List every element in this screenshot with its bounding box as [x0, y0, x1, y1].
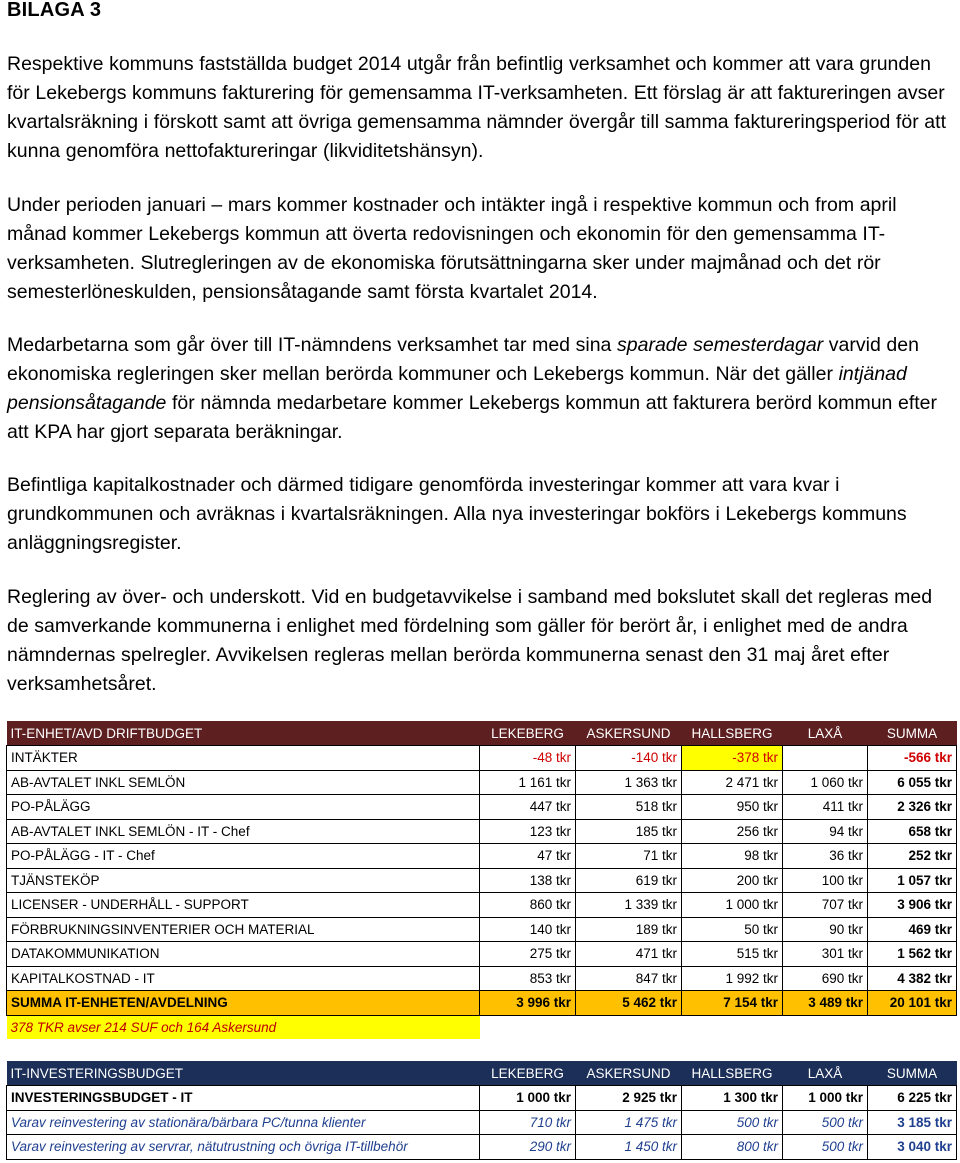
- cell-summa: 252 tkr: [868, 844, 957, 869]
- drift-header-hallsberg: HALLSBERG: [682, 721, 783, 746]
- table-row: [7, 893, 957, 918]
- cell-lekeberg: 853 tkr: [480, 966, 576, 991]
- cell-summa: 2 326 tkr: [868, 795, 957, 820]
- cell-summa: 3 185 tkr: [868, 1110, 957, 1135]
- table-row: [7, 1110, 957, 1135]
- row-label: INTÄKTER: [7, 746, 480, 771]
- cell-summa: 1 562 tkr: [868, 942, 957, 967]
- paragraph-employees-part2: varvid den ekonomiska regleringen sker mellan berörda kommuner och Lekebergs kommun. När det gäller: [7, 334, 919, 385]
- cell-askersund: 185 tkr: [576, 819, 682, 844]
- cell-laxa: 500 tkr: [783, 1110, 868, 1135]
- cell-askersund: 471 tkr: [576, 942, 682, 967]
- sum-label: SUMMA IT-ENHETEN/AVDELNING: [7, 991, 480, 1016]
- cell-askersund: 1 475 tkr: [576, 1110, 682, 1135]
- cell-askersund: 2 925 tkr: [576, 1086, 682, 1111]
- cell-laxa: 411 tkr: [783, 795, 868, 820]
- cell-summa: 6 225 tkr: [868, 1086, 957, 1111]
- cell-askersund: 619 tkr: [576, 868, 682, 893]
- cell-laxa: 1 000 tkr: [783, 1086, 868, 1111]
- cell-lekeberg: 710 tkr: [480, 1110, 576, 1135]
- drift-header-laxa: LAXÅ: [783, 721, 868, 746]
- sum-lekeberg: 3 996 tkr: [480, 991, 576, 1016]
- table-row: [7, 819, 957, 844]
- cell-hallsberg: 50 tkr: [682, 917, 783, 942]
- row-label: Varav reinvestering av stationära/bärbara PC/tunna klienter: [7, 1110, 480, 1135]
- table-row: [7, 868, 957, 893]
- drift-sum-row: [7, 991, 957, 1016]
- cell-laxa: 301 tkr: [783, 942, 868, 967]
- cell-laxa: 100 tkr: [783, 868, 868, 893]
- invest-header-row: [7, 1061, 957, 1086]
- cell-hallsberg: 515 tkr: [682, 942, 783, 967]
- cell-hallsberg: 2 471 tkr: [682, 770, 783, 795]
- cell-hallsberg: 256 tkr: [682, 819, 783, 844]
- cell-askersund: -140 tkr: [576, 746, 682, 771]
- cell-lekeberg: 447 tkr: [480, 795, 576, 820]
- row-label: AB-AVTALET INKL SEMLÖN - IT - Chef: [7, 819, 480, 844]
- cell-hallsberg: 950 tkr: [682, 795, 783, 820]
- table-row: [7, 844, 957, 869]
- paragraph-employees: [7, 331, 957, 447]
- cell-lekeberg: 1 000 tkr: [480, 1086, 576, 1111]
- cell-askersund: 847 tkr: [576, 966, 682, 991]
- paragraph-period: Under perioden januari – mars kommer kostnader och intäkter ingå i respektive kommun och from april månad kommer Lekebergs kommun att överta redovisningen och ekonomin för den gemensamma IT-verksamheten. Slutregleringen av de ekonomiska förutsättningarna sker under majmånad och det rör semesterlöneskulden, pensionsåtagande samt första kvartalet 2014.: [7, 194, 897, 303]
- cell-hallsberg: 1 000 tkr: [682, 893, 783, 918]
- row-label: Varav reinvestering av servrar, nätutrustning och övriga IT-tillbehör: [7, 1135, 480, 1160]
- cell-laxa: 1 060 tkr: [783, 770, 868, 795]
- row-label: AB-AVTALET INKL SEMLÖN: [7, 770, 480, 795]
- paragraph-capital-costs: Befintliga kapitalkostnader och därmed tidigare genomförda investeringar kommer att vara kvar i grundkommunen och avräknas i kvartalsräkningen. Alla nya investeringar bokförs i Lekebergs kommuns anläggningsregister.: [7, 474, 907, 554]
- paragraph-budget-basis: Respektive kommuns fastställda budget 2014 utgår från befintlig verksamhet och kommer att vara grunden för Lekebergs kommuns fakturering för gemensamma IT-verksamheten. Ett förslag är att faktureringen avser kvartalsräkning i förskott samt att övriga gemensamma nämnder övergår till samma faktureringsperiod för att kunna genomföra nettofaktureringar (likviditetshänsyn).: [7, 53, 946, 162]
- cell-laxa: [783, 746, 868, 771]
- cell-summa: -566 tkr: [868, 746, 957, 771]
- paragraph-regulation: Reglering av över- och underskott. Vid en budgetavvikelse i samband med bokslutet skall det regleras med de samverkande kommunerna i enlighet med fördelning som gäller för berört år, i enlighet med de andra nämndernas spelregler. Avvikelsen regleras mellan berörda kommunerna senast den 31 maj året efter verksamhetsåret.: [7, 586, 933, 695]
- cell-lekeberg: 123 tkr: [480, 819, 576, 844]
- row-label: INVESTERINGSBUDGET - IT: [7, 1086, 480, 1111]
- cell-laxa: 690 tkr: [783, 966, 868, 991]
- cell-lekeberg: 290 tkr: [480, 1135, 576, 1160]
- table-row: [7, 917, 957, 942]
- cell-hallsberg: 1 992 tkr: [682, 966, 783, 991]
- invest-header-summa: SUMMA: [868, 1061, 957, 1086]
- cell-hallsberg: 500 tkr: [682, 1110, 783, 1135]
- cell-summa: 469 tkr: [868, 917, 957, 942]
- cell-askersund: 1 450 tkr: [576, 1135, 682, 1160]
- cell-summa: 4 382 tkr: [868, 966, 957, 991]
- cell-hallsberg: 1 300 tkr: [682, 1086, 783, 1111]
- paragraph-employees-part1: Medarbetarna som går över till IT-nämndens verksamhet tar med sina: [7, 334, 618, 356]
- sum-summa: 20 101 tkr: [868, 991, 957, 1016]
- cell-lekeberg: 138 tkr: [480, 868, 576, 893]
- sum-laxa: 3 489 tkr: [783, 991, 868, 1016]
- table-row: [7, 746, 957, 771]
- invest-header-laxa: LAXÅ: [783, 1061, 868, 1086]
- cell-askersund: 1 339 tkr: [576, 893, 682, 918]
- drift-budget-table: [6, 721, 957, 1039]
- paragraph-employees-part3: för nämnda medarbetare kommer Lekebergs kommun att fakturera berörd kommun efter att KPA har gjort separata beräkningar.: [7, 392, 938, 443]
- invest-budget-table: [6, 1061, 957, 1160]
- table-row: [7, 795, 957, 820]
- cell-summa: 1 057 tkr: [868, 868, 957, 893]
- cell-laxa: 94 tkr: [783, 819, 868, 844]
- drift-header-title: IT-ENHET/AVD DRIFTBUDGET: [7, 721, 480, 746]
- table-row: [7, 966, 957, 991]
- invest-header-askersund: ASKERSUND: [576, 1061, 682, 1086]
- drift-header-askersund: ASKERSUND: [576, 721, 682, 746]
- cell-summa: 658 tkr: [868, 819, 957, 844]
- drift-header-lekeberg: LEKEBERG: [480, 721, 576, 746]
- cell-lekeberg: 47 tkr: [480, 844, 576, 869]
- cell-hallsberg: 98 tkr: [682, 844, 783, 869]
- table-row: [7, 770, 957, 795]
- sum-askersund: 5 462 tkr: [576, 991, 682, 1016]
- row-label: FÖRBRUKNINGSINVENTERIER OCH MATERIAL: [7, 917, 480, 942]
- invest-header-hallsberg: HALLSBERG: [682, 1061, 783, 1086]
- row-label: PO-PÅLÄGG: [7, 795, 480, 820]
- invest-header-title: IT-INVESTERINGSBUDGET: [7, 1061, 480, 1086]
- drift-note: 378 TKR avser 214 SUF och 164 Askersund: [7, 1015, 480, 1039]
- cell-askersund: 71 tkr: [576, 844, 682, 869]
- cell-lekeberg: 860 tkr: [480, 893, 576, 918]
- paragraph-employees-em1: sparade semesterdagar: [617, 334, 824, 356]
- drift-header-row: [7, 721, 957, 746]
- table-row: [7, 942, 957, 967]
- cell-hallsberg: 800 tkr: [682, 1135, 783, 1160]
- row-label: TJÄNSTEKÖP: [7, 868, 480, 893]
- note-spacer: [480, 1015, 957, 1039]
- cell-laxa: 36 tkr: [783, 844, 868, 869]
- row-label: KAPITALKOSTNAD - IT: [7, 966, 480, 991]
- cell-lekeberg: 275 tkr: [480, 942, 576, 967]
- table-row: [7, 1135, 957, 1160]
- cell-lekeberg: 140 tkr: [480, 917, 576, 942]
- cell-laxa: 707 tkr: [783, 893, 868, 918]
- cell-hallsberg: -378 tkr: [682, 746, 783, 771]
- row-label: PO-PÅLÄGG - IT - Chef: [7, 844, 480, 869]
- row-label: LICENSER - UNDERHÅLL - SUPPORT: [7, 893, 480, 918]
- cell-summa: 3 040 tkr: [868, 1135, 957, 1160]
- cell-summa: 3 906 tkr: [868, 893, 957, 918]
- row-label: DATAKOMMUNIKATION: [7, 942, 480, 967]
- cell-lekeberg: -48 tkr: [480, 746, 576, 771]
- cell-laxa: 500 tkr: [783, 1135, 868, 1160]
- sum-hallsberg: 7 154 tkr: [682, 991, 783, 1016]
- drift-header-summa: SUMMA: [868, 721, 957, 746]
- cell-askersund: 518 tkr: [576, 795, 682, 820]
- cell-askersund: 1 363 tkr: [576, 770, 682, 795]
- cell-laxa: 90 tkr: [783, 917, 868, 942]
- paragraph-employees-em2: intjänad pensionsåtagande: [7, 363, 907, 414]
- cell-askersund: 189 tkr: [576, 917, 682, 942]
- page-heading: BILAGA 3: [7, 0, 102, 21]
- cell-summa: 6 055 tkr: [868, 770, 957, 795]
- table-row: [7, 1086, 957, 1111]
- note-row: [7, 1015, 957, 1039]
- cell-hallsberg: 200 tkr: [682, 868, 783, 893]
- invest-header-lekeberg: LEKEBERG: [480, 1061, 576, 1086]
- cell-lekeberg: 1 161 tkr: [480, 770, 576, 795]
